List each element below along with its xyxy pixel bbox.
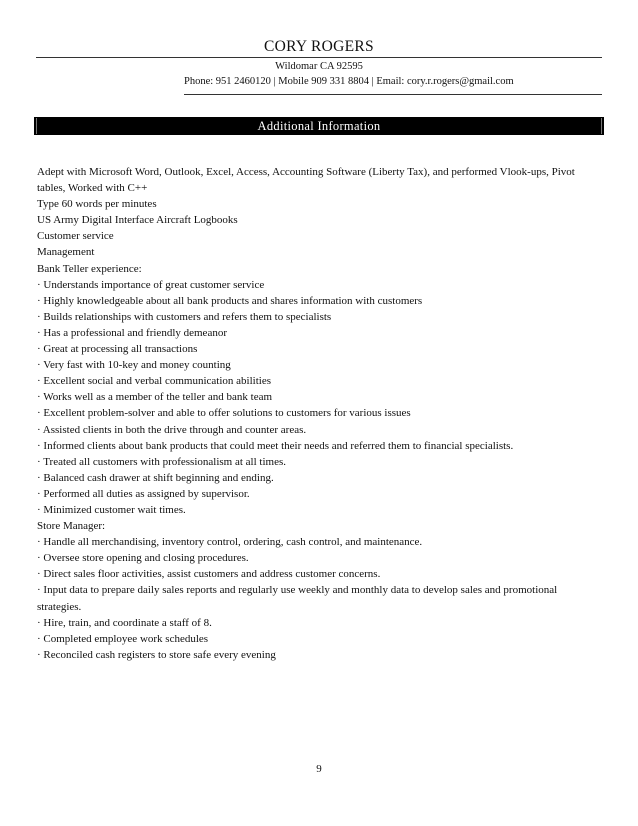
section-bar-right-mark — [601, 118, 602, 134]
content-line: · Performed all duties as assigned by supervisor. — [37, 487, 250, 500]
section-header-bar — [34, 117, 604, 135]
content-line: Customer service — [37, 230, 114, 243]
content-line: · Builds relationships with customers and refers them to specialists — [37, 310, 332, 323]
content-line: · Input data to prepare daily sales reports and regularly use weekly and monthly data to develop sales and promotional strategies. — [37, 584, 558, 613]
content-line: · Assisted clients in both the drive through and counter areas. — [37, 423, 307, 436]
section-title: Additional Information — [257, 119, 381, 133]
content-line: · Excellent problem-solver and able to offer solutions to customers for various issues — [37, 407, 411, 420]
content-line: · Hire, train, and coordinate a staff of 8. — [37, 616, 212, 629]
content-line: · Great at processing all transactions — [37, 343, 198, 356]
content-line: · Reconciled cash registers to store safe every evening — [37, 648, 276, 661]
content-line: · Works well as a member of the teller and bank team — [37, 391, 273, 404]
content-line: · Minimized customer wait times. — [37, 503, 186, 516]
resume-address: Wildomar CA 92595 — [275, 61, 363, 72]
content-line: · Direct sales floor activities, assist customers and address customer concerns. — [37, 568, 381, 581]
content-line: · Completed employee work schedules — [37, 632, 209, 645]
content-line: · Very fast with 10-key and money counting — [37, 359, 231, 372]
header-divider-bottom — [184, 94, 602, 95]
content-line: Store Manager: — [37, 520, 106, 533]
section-content — [37, 164, 597, 663]
content-line: · Excellent social and verbal communication abilities — [37, 375, 271, 388]
content-line: Management — [37, 246, 95, 259]
resume-contact: Phone: 951 2460120 | Mobile 909 331 8804 | Email: cory.r.rogers@gmail.com — [184, 76, 514, 87]
content-line: Type 60 words per minutes — [37, 198, 157, 211]
content-line: · Understands importance of great customer service — [37, 278, 265, 291]
content-line: · Informed clients about bank products that could meet their needs and referred them to financial specialists. — [37, 439, 514, 452]
content-line: · Has a professional and friendly demeanor — [37, 326, 227, 339]
content-line: · Balanced cash drawer at shift beginning and ending. — [37, 471, 274, 484]
content-line: · Oversee store opening and closing procedures. — [37, 552, 249, 565]
resume-name: CORY ROGERS — [264, 38, 374, 55]
content-line: US Army Digital Interface Aircraft Logbooks — [37, 214, 238, 227]
content-line: · Treated all customers with professionalism at all times. — [37, 455, 286, 468]
content-line: Bank Teller experience: — [37, 262, 142, 275]
header-divider-top — [36, 57, 602, 58]
content-line: · Highly knowledgeable about all bank products and shares information with customers — [37, 294, 423, 307]
page-number: 9 — [316, 763, 322, 775]
content-line: · Handle all merchandising, inventory control, ordering, cash control, and maintenance. — [37, 536, 423, 549]
content-line: Adept with Microsoft Word, Outlook, Excel, Access, Accounting Software (Liberty Tax), and performed Vlook-ups, Pivot tables, Worked with C++ — [37, 166, 575, 195]
